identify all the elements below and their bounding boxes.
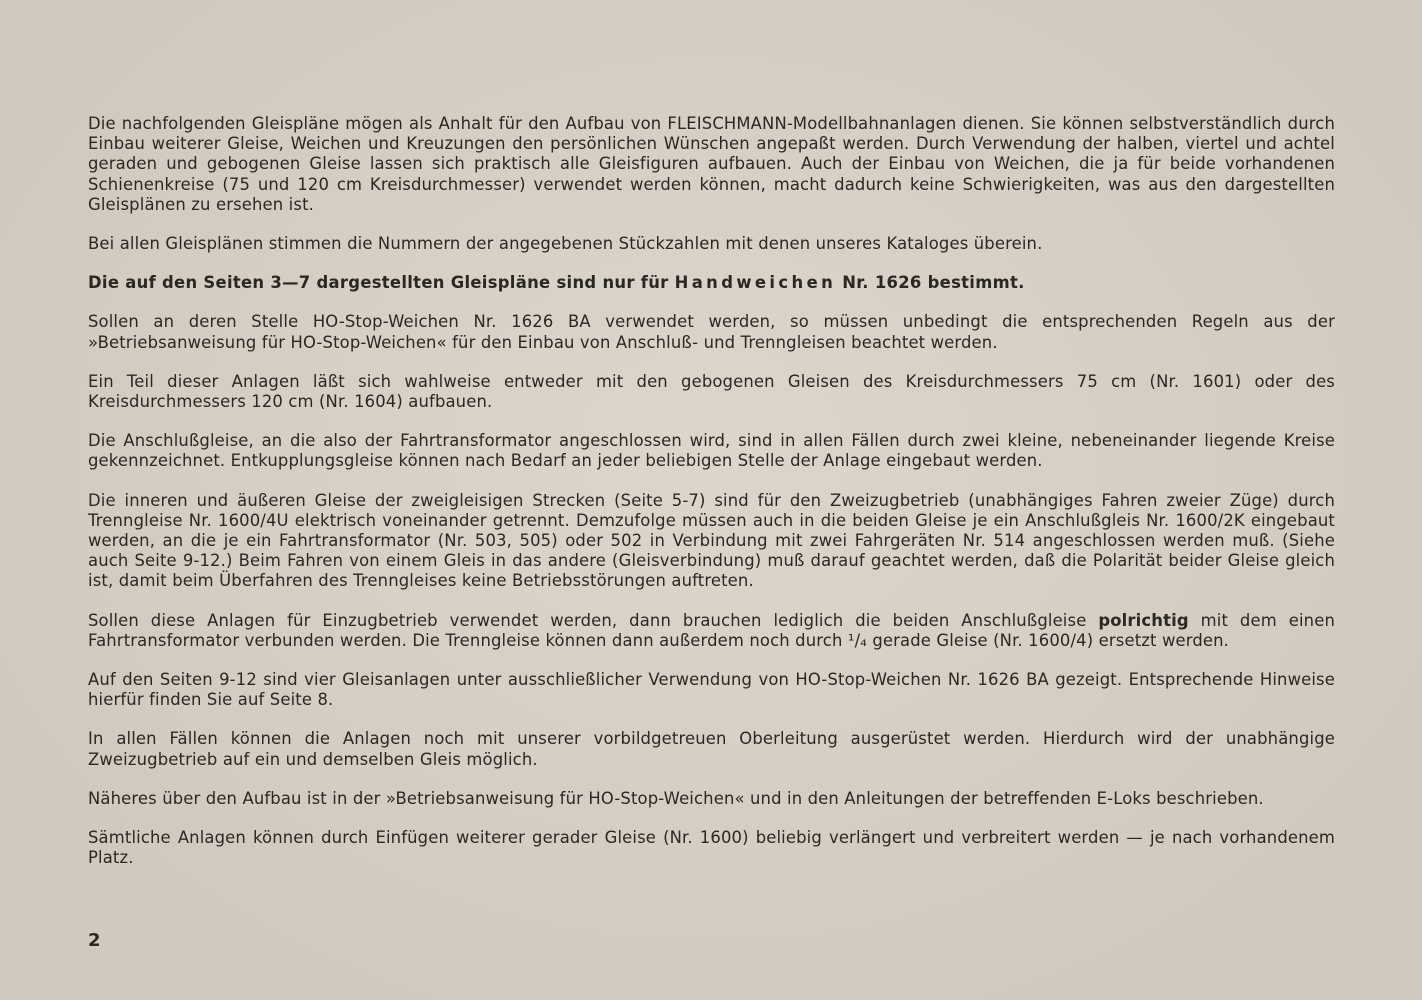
paragraph-further-info: Näheres über den Aufbau ist in der »Betriebsanweisung für HO-Stop-Weichen« und in den Anleitungen der betreffenden E-Loks beschrieben. (88, 788, 1264, 808)
paragraph-catalog-numbers: Bei allen Gleisplänen stimmen die Nummern der angegebenen Stückzahlen mit denen unseres Kataloges überein. (88, 234, 1043, 254)
paragraph-connection-tracks: Die Anschlußgleise, an die also der Fahrtransformator angeschlossen wird, sind in allen Fällen durch zwei kleine, nebeneinander liegende Kreise gekennzeichnet. Entkupplungsgleise können nach Bedarf an jeder beliebigen Stelle der Anlage eingebaut werden. (88, 431, 1335, 471)
single-train-end: mit dem einen Fahrtransformator verbunden werden. Die Trenngleise können dann außerdem noch durch ¹/₄ gerade Gleise (Nr. 1600/4) ersetzt werden. (88, 610, 1335, 650)
paragraph-overhead-line: In allen Fällen können die Anlagen noch mit unserer vorbildgetreuen Oberleitung ausgerüstet werden. Hierdurch wird der unabhängige Zweizugbetrieb auf ein und demselben Gleis möglich. (88, 729, 1335, 769)
paragraph-intro: Die nachfolgenden Gleispläne mögen als Anhalt für den Aufbau von FLEISCHMANN-Modellbahnanlagen dienen. Sie können selbstverständlich durch Einbau weiterer Gleise, Weichen und Kreuzungen den persönlichen Wünschen angepaßt werden. Durch Verwendung der halben, viertel und achtel geraden und gebogenen Gleise lassen sich praktisch alle Gleisfiguren aufbauen. Auch der Einbau von Weichen, die ja für beide vorhandenen Schienenkreise (75 und 120 cm Kreisdurchmesser) verwendet werden können, macht dadurch keine Schwierigkeiten, was aus den dargestellten Gleisplänen zu ersehen ist. (88, 114, 1335, 214)
body-text (88, 114, 1335, 887)
handweichen-emphasis: Handweichen (674, 273, 837, 293)
single-train-start: Sollen diese Anlagen für Einzugbetrieb verwendet werden, dann brauchen lediglich die beiden Anschlußgleise (88, 610, 1099, 630)
polrichtig-emphasis: polrichtig (1098, 610, 1189, 630)
paragraph-handweichen-note (88, 273, 1335, 293)
handweichen-note-end: Nr. 1626 bestimmt. (836, 273, 1025, 293)
paragraph-pages-9-12: Auf den Seiten 9-12 sind vier Gleisanlagen unter ausschließlicher Verwendung von HO-Stop-Weichen Nr. 1626 BA gezeigt. Entsprechende Hinweise hierfür finden Sie auf Seite 8. (88, 670, 1335, 710)
paragraph-curved-tracks: Ein Teil dieser Anlagen läßt sich wahlweise entweder mit den gebogenen Gleisen des Kreisdurchmessers 75 cm (Nr. 1601) oder des Kreisdurchmessers 120 cm (Nr. 1604) aufbauen. (88, 371, 1335, 412)
handweichen-note-start: Die auf den Seiten 3—7 dargestellten Gleispläne sind nur für (88, 273, 675, 293)
paragraph-two-train-operation: Die inneren und äußeren Gleise der zweigleisigen Strecken (Seite 5-7) sind für den Zweizugbetrieb (unabhängiges Fahren zweier Züge) durch Trenngleise Nr. 1600/4U elektrisch voneinander getrennt. Demzufolge müssen auch in die beiden Gleise je ein Anschlußgleis Nr. 1600/2K eingebaut werden, an die je ein Fahrtransformator (Nr. 503, 505) oder 502 in Verbindung mit zwei Fahrgeräten Nr. 514 angeschlossen werden muß. (Siehe auch Seite 9-12.) Beim Fahren von einem Gleis in das andere (Gleisverbindung) muß darauf geachtet werden, daß die Polarität beider Gleise gleich ist, damit beim Überfahren des Trenngleises keine Betriebsstörungen auftreten. (88, 490, 1335, 591)
paragraph-stop-weichen: Sollen an deren Stelle HO-Stop-Weichen Nr. 1626 BA verwendet werden, so müssen unbedingt die entsprechenden Regeln aus der »Betriebsanweisung für HO-Stop-Weichen« für den Einbau von Anschluß- und Trenngleisen beachtet werden. (88, 312, 1335, 352)
paragraph-extension: Sämtliche Anlagen können durch Einfügen weiterer gerader Gleise (Nr. 1600) beliebig verlängert und verbreitert werden — je nach vorhandenem Platz. (88, 828, 1335, 868)
paragraph-single-train-operation (88, 611, 1335, 651)
page-number: 2 (88, 930, 101, 951)
